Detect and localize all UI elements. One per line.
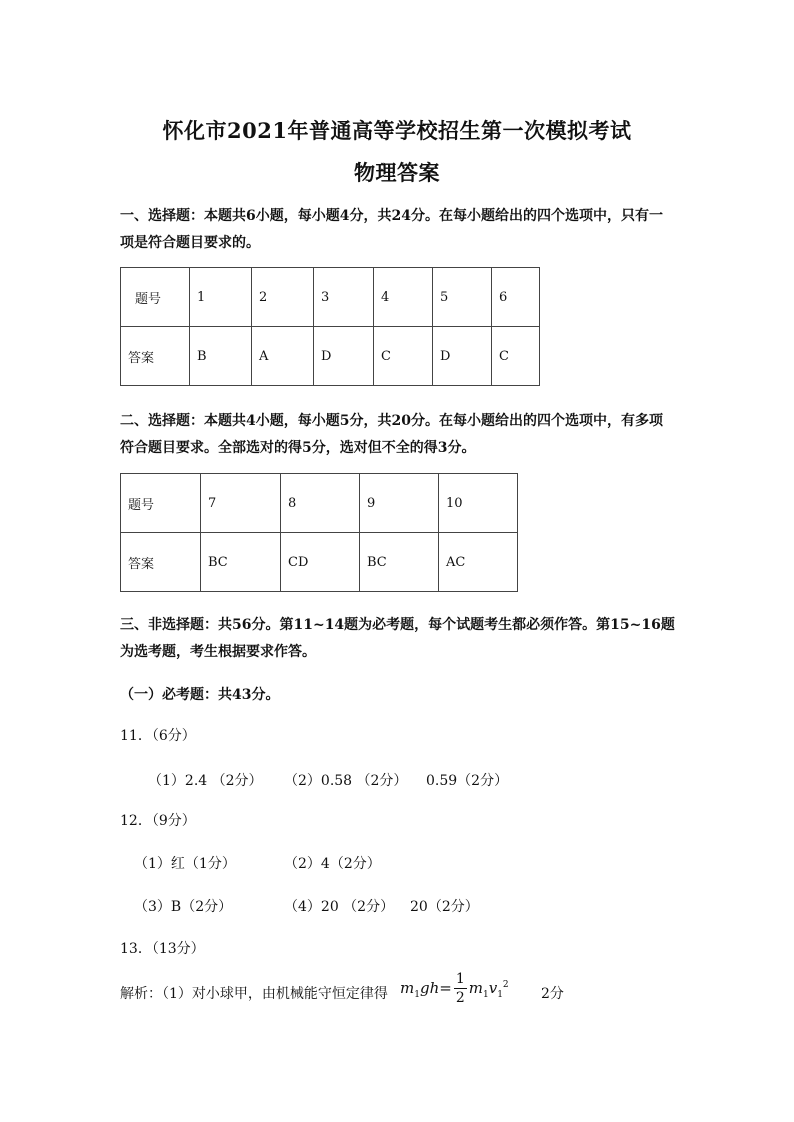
table-header-answer: 答案 bbox=[121, 533, 201, 592]
table-cell: 2 bbox=[252, 268, 314, 327]
section2-answer-table bbox=[120, 473, 518, 592]
formula-fraction: $\frac{1}{2}$ bbox=[455, 971, 465, 1006]
table-cell: 8 bbox=[281, 474, 360, 533]
q13-score: 2分 bbox=[541, 986, 564, 1002]
q12-answer-3: （3）B（2分） bbox=[134, 899, 233, 915]
page-subtitle: 物理答案 bbox=[354, 160, 440, 185]
formula-m1: $m_1$ bbox=[400, 979, 420, 1000]
section1-line2: 项是符合题目要求的。 bbox=[120, 235, 260, 251]
formula-equals: = bbox=[439, 979, 452, 997]
q11-answer-3: 0.59（2分） bbox=[426, 773, 509, 789]
page-title: 怀化市2021年普通高等学校招生第一次模拟考试 bbox=[162, 118, 632, 143]
table-cell: 4 bbox=[374, 268, 433, 327]
section2-line2: 符合题目要求。全部选对的得5分，选对但不全的得3分。 bbox=[120, 440, 476, 456]
table-cell: AC bbox=[439, 533, 518, 592]
q12-answer-1: （1）红（1分） bbox=[134, 856, 236, 872]
table-cell: 6 bbox=[492, 268, 540, 327]
q13-formula bbox=[400, 970, 509, 1007]
table-cell: 9 bbox=[360, 474, 439, 533]
q12-answer-2: （2）4（2分） bbox=[284, 856, 381, 872]
formula-gh: gh bbox=[419, 979, 440, 997]
formula-m1-rhs: $m_1$ bbox=[468, 979, 489, 1000]
table-row bbox=[121, 268, 540, 327]
q11-label: 11．（6分） bbox=[120, 728, 196, 744]
q13-analysis: 解析：（1）对小球甲，由机械能守恒定律得 bbox=[120, 986, 388, 1002]
section3-line1: 三、非选择题：共56分。第11~14题为必考题，每个试题考生都必须作答。第15~16题 bbox=[120, 617, 675, 633]
table-row bbox=[121, 533, 518, 592]
table-cell: A bbox=[252, 327, 314, 386]
table-cell: D bbox=[433, 327, 492, 386]
table-header-answer: 答案 bbox=[121, 327, 190, 386]
table-header-question: 题号 bbox=[121, 268, 190, 327]
table-cell: CD bbox=[281, 533, 360, 592]
q12-answer-4: （4）20 （2分） bbox=[284, 899, 395, 915]
table-cell: B bbox=[190, 327, 252, 386]
q11-answer-2: （2）0.58 （2分） bbox=[284, 773, 408, 789]
formula-v1-squared: $v_1^2$ bbox=[488, 979, 509, 1000]
q13-label: 13．（13分） bbox=[120, 941, 205, 957]
table-cell: 1 bbox=[190, 268, 252, 327]
table-row bbox=[121, 474, 518, 533]
table-cell: 5 bbox=[433, 268, 492, 327]
q12-label: 12．（9分） bbox=[120, 813, 196, 829]
table-cell: BC bbox=[201, 533, 281, 592]
table-header-question: 题号 bbox=[121, 474, 201, 533]
table-cell: 3 bbox=[314, 268, 374, 327]
table-row bbox=[121, 327, 540, 386]
table-cell: C bbox=[374, 327, 433, 386]
table-cell: BC bbox=[360, 533, 439, 592]
table-cell: 10 bbox=[439, 474, 518, 533]
section1-line1: 一、选择题：本题共6小题，每小题4分，共24分。在每小题给出的四个选项中，只有一 bbox=[120, 208, 663, 224]
q11-answer-1: （1）2.4 （2分） bbox=[148, 773, 263, 789]
table-cell: D bbox=[314, 327, 374, 386]
table-cell: 7 bbox=[201, 474, 281, 533]
section1-answer-table bbox=[120, 267, 540, 386]
table-cell: C bbox=[492, 327, 540, 386]
section3-line2: 为选考题，考生根据要求作答。 bbox=[120, 644, 316, 660]
q12-answer-5: 20（2分） bbox=[410, 899, 479, 915]
section2-line1: 二、选择题：本题共4小题，每小题5分，共20分。在每小题给出的四个选项中，有多项 bbox=[120, 413, 663, 429]
section3-subheading: （一）必考题：共43分。 bbox=[120, 687, 280, 703]
